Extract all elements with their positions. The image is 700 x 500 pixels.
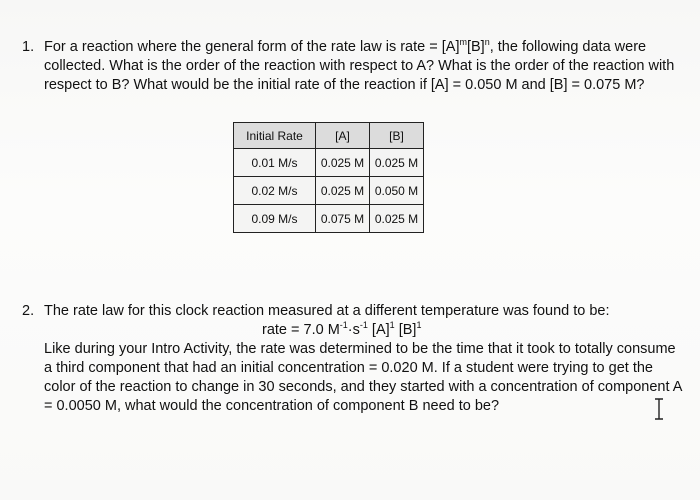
table-cell: 0.050 M: [370, 177, 424, 205]
table-cell: 0.075 M: [316, 205, 370, 233]
table-row: [234, 149, 424, 177]
question-1-text: [44, 38, 682, 95]
question-2-number: 2.: [22, 303, 35, 319]
eq-exponent: -1: [359, 320, 368, 330]
table-cell: 0.025 M: [370, 149, 424, 177]
table-row: [234, 177, 424, 205]
q2-intro-line: The rate law for this clock reaction measured at a different temperature was found to be:: [44, 303, 610, 319]
question-1: [22, 38, 682, 95]
table-cell: 0.02 M/s: [234, 177, 316, 205]
table-cell: 0.01 M/s: [234, 149, 316, 177]
table-cell: 0.025 M: [316, 149, 370, 177]
q1-text-part-a: For a reaction where the general form of the rate law is rate = [A]: [44, 39, 460, 55]
q2-body-text: Like during your Intro Activity, the rate was determined to be the time that it took to totally consume a third component that had an initial concentration = 0.020 M. If a student were trying to get the color of the reaction to change in 30 seconds, and they started with a concentration of component A = 0.0050 M, what would the concentration of component B need to be?: [44, 341, 682, 414]
question-2-text: [44, 302, 687, 416]
eq-exponent: 1: [416, 320, 422, 330]
table-cell: 0.09 M/s: [234, 205, 316, 233]
question-1-number: 1.: [22, 39, 35, 55]
rate-data-table: [233, 122, 424, 233]
header-initial-rate: Initial Rate: [234, 123, 316, 149]
table-row: [234, 205, 424, 233]
eq-part: ·s: [347, 322, 360, 338]
table-cell: 0.025 M: [370, 205, 424, 233]
text-cursor-icon: [653, 398, 665, 420]
eq-exponent: 1: [389, 320, 395, 330]
question-2: [22, 302, 687, 416]
eq-exponent: -1: [339, 320, 348, 330]
header-b: [B]: [370, 123, 424, 149]
header-a: [A]: [316, 123, 370, 149]
q1-text-part-b: [B]: [466, 39, 485, 55]
eq-part: [A]: [367, 322, 390, 338]
q1-exponent-n: n: [484, 37, 490, 47]
eq-part: rate = 7.0 M: [262, 322, 340, 338]
table-cell: 0.025 M: [316, 177, 370, 205]
table-header-row: [234, 123, 424, 149]
eq-part: [B]: [394, 322, 417, 338]
q1-text-part-c: , the following data were collected. What is the order of the reaction with respect to A? What is the order of the reaction with respect to B? What would be the initial rate of the reaction if [A] = 0.050 M and [B] = 0.075 M?: [44, 39, 675, 93]
q1-exponent-m: m: [459, 37, 467, 47]
rate-law-equation: [262, 321, 687, 340]
